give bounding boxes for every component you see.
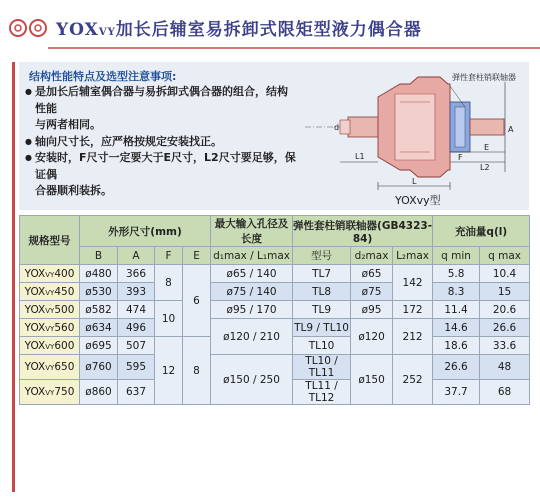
dim-E-label: E (484, 143, 490, 152)
features-list (25, 84, 297, 200)
dim-L1-label: L1 (355, 152, 365, 161)
dim-d-label: d (334, 123, 340, 132)
col-type: 型号 (293, 247, 351, 265)
col-header-bore: 最大输入孔径及长度 (211, 216, 293, 247)
col-header-model: 规格型号 (20, 216, 80, 265)
spec-table (19, 215, 530, 405)
col-qmax: q max (480, 247, 530, 265)
drawing-caption: YOXvy型 (395, 194, 441, 207)
feature-item: ● 安装时，F尺寸一定要大于E尺寸，L2尺寸要足够，保证偶 合器顺利装拆。 (25, 150, 297, 200)
table-row: YOXVY750 ø860 637 TL11 / TL12 37.7 68 (20, 380, 530, 405)
page-header (0, 0, 540, 60)
col-L2: L₂max (393, 247, 433, 265)
table-row: YOXVY450 ø530 393 ø75 / 140 TL8 ø75 8.3 15 (20, 283, 530, 301)
feature-item: ● 是加长后辅室偶合器与易拆卸式偶合器的组合，结构性能 与两者相同。 (25, 84, 297, 134)
table-row: YOXVY650 ø760 595 ø150 / 250 TL10 / TL11 ø150 252 26.6 48 (20, 355, 530, 380)
col-d1: d₁max / L₁max (211, 247, 293, 265)
dim-A-label: A (508, 125, 514, 134)
feature-item: ● 轴向尺寸长，应严格按规定安装找正。 (25, 134, 297, 151)
table-row: YOXVY560 ø634 496 ø120 / 210 TL9 / TL10 ø120 212 14.6 26.6 (20, 319, 530, 337)
page-title: YOXVY加长后辅室易拆卸式限矩型液力偶合器 (56, 20, 422, 40)
col-header-dims: 外形尺寸(mm) (80, 216, 211, 247)
col-B: B (80, 247, 118, 265)
callout-label: 弹性套柱销联轴器 (452, 73, 516, 82)
dim-L2-label: L2 (480, 163, 490, 172)
table-row: YOXVY400 ø480 366 8 6 ø65 / 140 TL7 ø65 142 5.8 10.4 (20, 265, 530, 283)
col-qmin: q min (433, 247, 480, 265)
table-row: YOXVY600 ø695 507 12 8 TL10 18.6 33.6 (20, 337, 530, 355)
logo-rings-icon (10, 20, 46, 36)
col-A: A (118, 247, 155, 265)
col-header-coupling: 弹性套柱销联轴器(GB4323-84) (293, 216, 433, 247)
col-E: E (183, 247, 211, 265)
features-heading: 结构性能特点及选型注意事项: (29, 70, 177, 83)
output-shaft (470, 119, 504, 135)
table-row: YOXVY500 ø582 474 10 ø95 / 170 TL9 ø95 172 11.4 20.6 (20, 301, 530, 319)
coupling-drawing (300, 62, 525, 212)
left-accent-stripe (12, 62, 15, 492)
col-d2: d₂max (351, 247, 393, 265)
input-shaft (348, 117, 378, 137)
dim-L-label: L (412, 177, 417, 186)
col-header-oil: 充油量q(l) (433, 216, 530, 247)
col-F: F (155, 247, 183, 265)
dim-F-label: F (458, 153, 463, 162)
